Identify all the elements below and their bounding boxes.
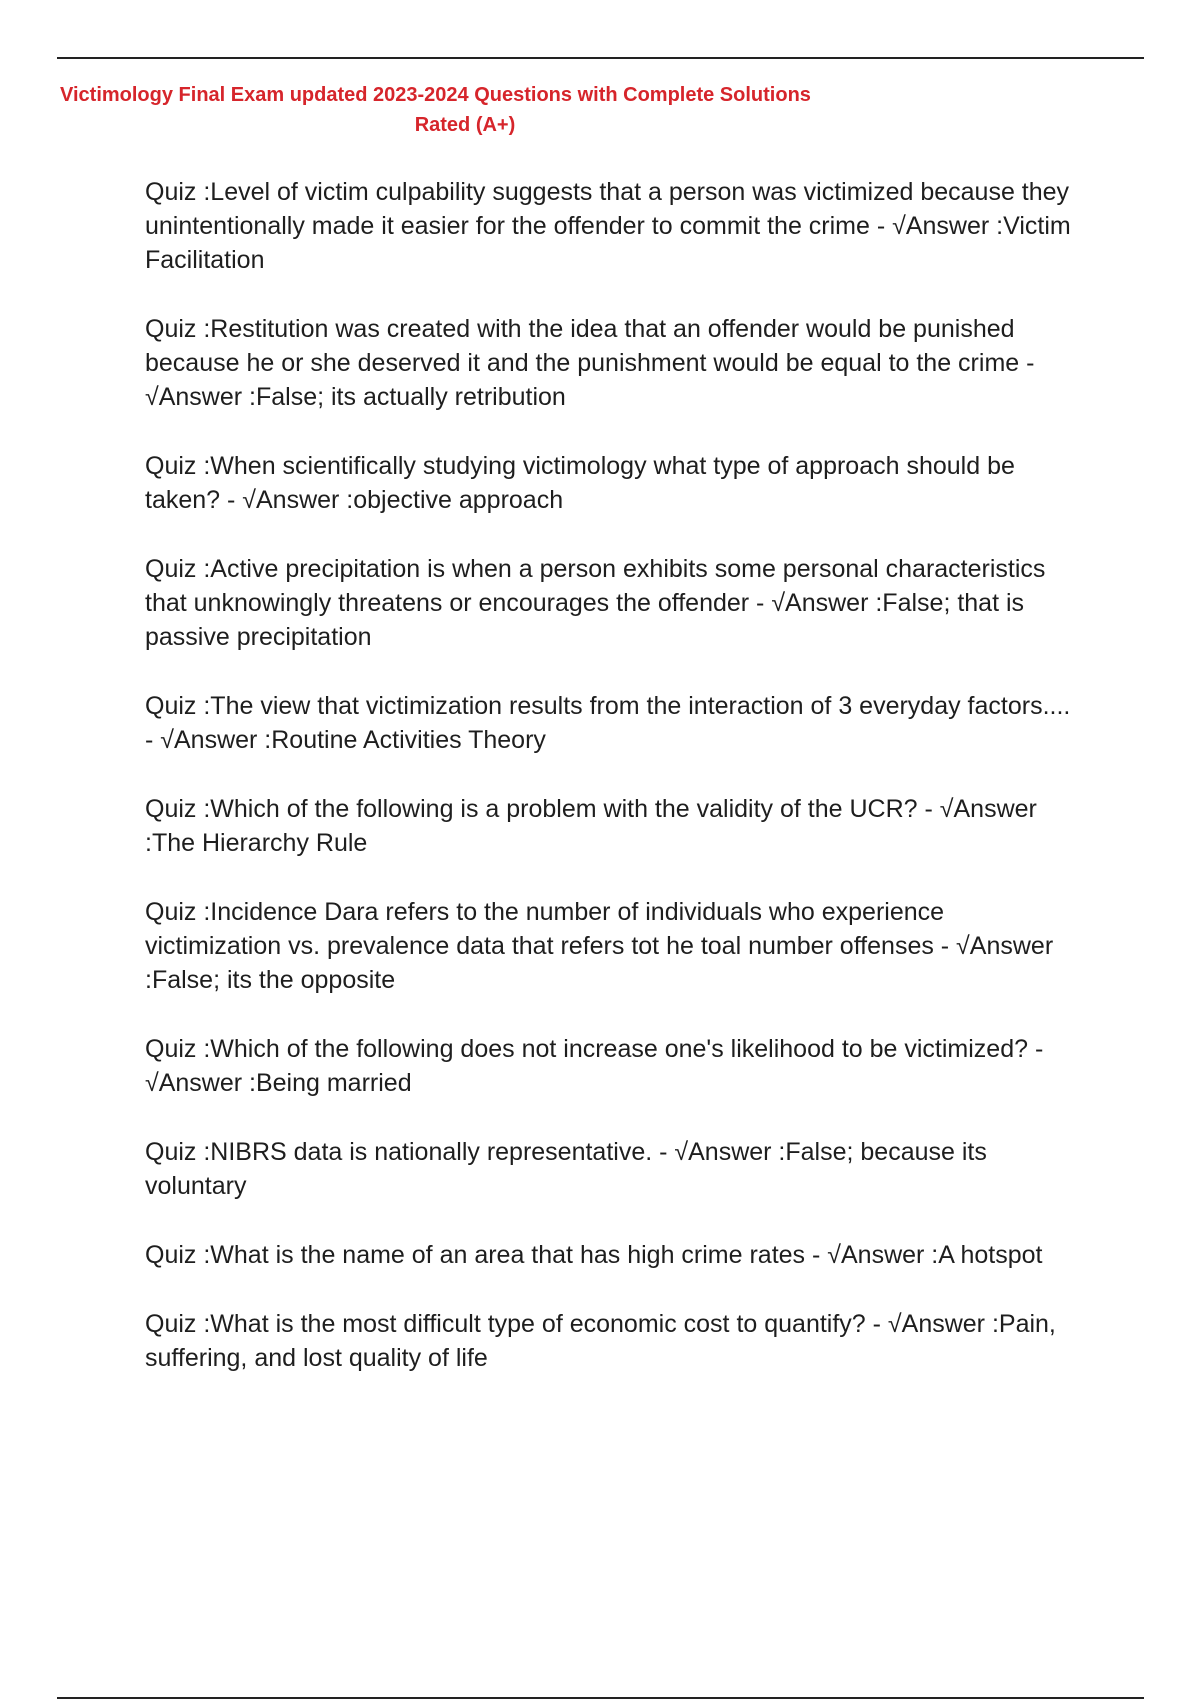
qa-item: Quiz :Level of victim culpability suggests that a person was victimized because they unintentionally made it easier for the offender to commit the crime - √Answer :Victim Facilitation: [145, 178, 1071, 274]
qa-item: Quiz :When scientifically studying victimology what type of approach should be taken? - √Answer :objective approach: [145, 452, 1015, 514]
qa-item: Quiz :Which of the following is a problem with the validity of the UCR? - √Answer :The Hierarchy Rule: [145, 795, 1037, 857]
title-line-1: Victimology Final Exam updated 2023-2024 Questions with Complete Solutions: [60, 84, 811, 106]
qa-item: Quiz :Incidence Dara refers to the number of individuals who experience victimization vs. prevalence data that refers tot he toal number offenses - √Answer :False; its the opposite: [145, 898, 1054, 994]
bottom-divider: [57, 1697, 1144, 1699]
qa-item: Quiz :NIBRS data is nationally representative. - √Answer :False; because its voluntary: [145, 1138, 987, 1200]
qa-item: Quiz :What is the name of an area that has high crime rates - √Answer :A hotspot: [145, 1241, 1043, 1269]
qa-item: Quiz :The view that victimization results from the interaction of 3 everyday factors.... - √Answer :Routine Activities Theory: [145, 692, 1071, 754]
qa-list: [145, 175, 1075, 1410]
qa-item: Quiz :Which of the following does not increase one's likelihood to be victimized? - √Answer :Being married: [145, 1035, 1044, 1097]
document-title: [60, 80, 860, 140]
title-line-2: Rated (A+): [414, 114, 516, 136]
top-divider: [57, 57, 1144, 59]
qa-item: Quiz :What is the most difficult type of economic cost to quantify? - √Answer :Pain, suffering, and lost quality of life: [145, 1310, 1056, 1372]
qa-item: Quiz :Active precipitation is when a person exhibits some personal characteristics that unknowingly threatens or encourages the offender - √Answer :False; that is passive precipitation: [145, 555, 1046, 651]
qa-item: Quiz :Restitution was created with the idea that an offender would be punished because he or she deserved it and the punishment would be equal to the crime - √Answer :False; its actually retribution: [145, 315, 1035, 411]
